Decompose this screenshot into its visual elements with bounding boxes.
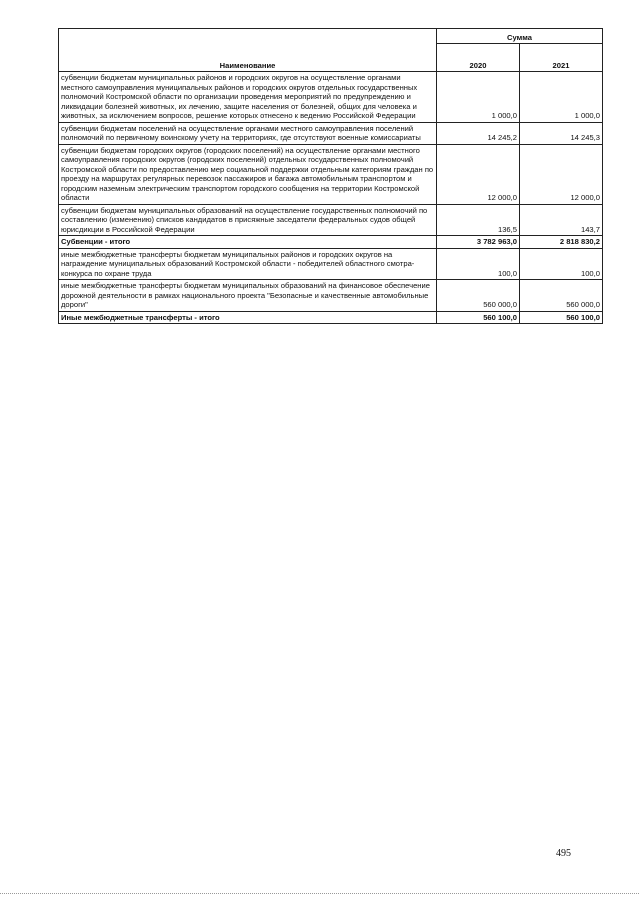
footer-divider — [0, 893, 639, 894]
page-number: 495 — [556, 848, 571, 859]
row-value-2020: 560 000,0 — [437, 280, 520, 312]
row-name: субвенции бюджетам поселений на осуществление органами местного самоуправления поселений полномочий по первичному воинскому учету на территориях, где отсутствуют военные комиссариаты — [59, 122, 437, 144]
row-value-2021: 14 245,3 — [520, 122, 603, 144]
row-value-2021: 100,0 — [520, 248, 603, 280]
total-row-subventions — [59, 236, 603, 249]
row-value-2020: 3 782 963,0 — [437, 236, 520, 249]
table-row — [59, 72, 603, 123]
row-name: иные межбюджетные трансферты бюджетам муниципальных районов и городских округов на награждение муниципальных образований Костромской области - победителей областного смотра-конкурса по охране труда — [59, 248, 437, 280]
row-value-2021: 143,7 — [520, 204, 603, 236]
row-value-2020: 1 000,0 — [437, 72, 520, 123]
table-row — [59, 248, 603, 280]
row-value-2020: 560 100,0 — [437, 311, 520, 324]
row-name: субвенции бюджетам муниципальных районов и городских округов на осуществление органами местного самоуправления муниципальных районов и городских округов отдельных государственных полномочий Костромской области по организации проведения мероприятий по предупреждению и ликвидации болезней животных, их лечению, защите населения от болезней, общих для человека и животных, за исключением вопросов, решение которых отнесено к ведению Российской Федерации — [59, 72, 437, 123]
row-value-2020: 136,5 — [437, 204, 520, 236]
row-name: иные межбюджетные трансферты бюджетам муниципальных образований на финансовое обеспечение дорожной деятельности в рамках национального проекта "Безопасные и качественные автомобильные дороги" — [59, 280, 437, 312]
row-value-2021: 560 100,0 — [520, 311, 603, 324]
header-year-2021: 2021 — [520, 44, 603, 72]
table-row — [59, 280, 603, 312]
table-header — [59, 29, 603, 72]
row-name: Иные межбюджетные трансферты - итого — [59, 311, 437, 324]
row-name: субвенции бюджетам городских округов (городских поселений) на осуществление органами местного самоуправления городских округов (городских поселений) отдельных государственных полномочий Костромской области по предоставлению мер социальной поддержки отдельным категориям граждан по проезду на маршрутах регулярных перевозок пассажиров и багажа автомобильным транспортом и городским наземным электрическим транспортом городского сообщения на территории Костромской области — [59, 144, 437, 204]
row-value-2021: 1 000,0 — [520, 72, 603, 123]
row-value-2020: 14 245,2 — [437, 122, 520, 144]
row-value-2020: 100,0 — [437, 248, 520, 280]
header-name: Наименование — [59, 29, 437, 72]
total-row-other-transfers — [59, 311, 603, 324]
table-row — [59, 204, 603, 236]
table-body — [59, 72, 603, 324]
row-value-2021: 2 818 830,2 — [520, 236, 603, 249]
header-sum: Сумма — [437, 29, 603, 44]
table-row — [59, 144, 603, 204]
row-value-2020: 12 000,0 — [437, 144, 520, 204]
row-value-2021: 12 000,0 — [520, 144, 603, 204]
row-name: субвенции бюджетам муниципальных образований на осуществление государственных полномочий по составлению (изменению) списков кандидатов в присяжные заседатели федеральных судов общей юрисдикции в Российской Федерации — [59, 204, 437, 236]
header-year-2020: 2020 — [437, 44, 520, 72]
budget-table — [58, 28, 603, 324]
table-row — [59, 122, 603, 144]
row-name: Субвенции - итого — [59, 236, 437, 249]
row-value-2021: 560 000,0 — [520, 280, 603, 312]
